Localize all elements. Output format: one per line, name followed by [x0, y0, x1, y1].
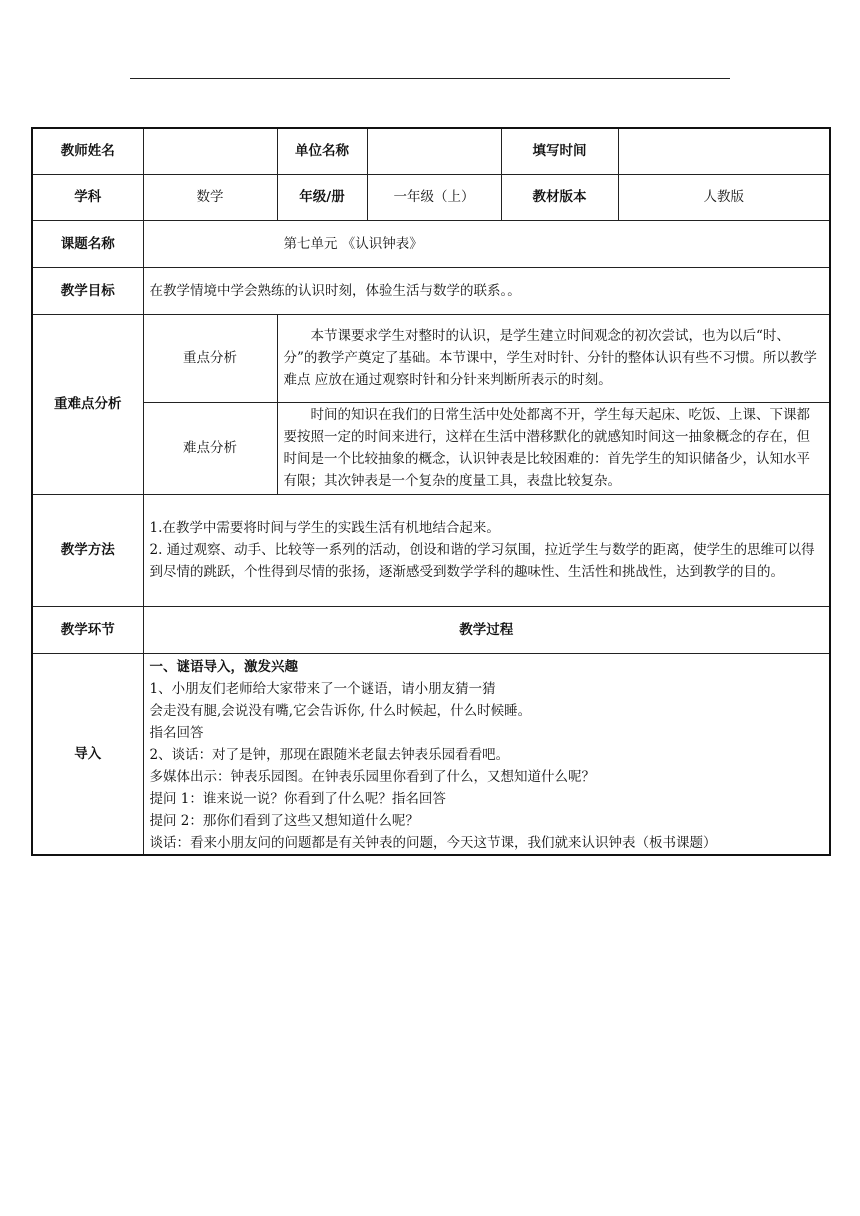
grade-label: 年级/册	[277, 174, 367, 220]
row-teaching-goal	[32, 267, 830, 314]
row-stage-header	[32, 606, 830, 653]
teaching-stage-label: 教学环节	[32, 606, 143, 653]
intro-line-1: 1、小朋友们老师给大家带来了一个谜语，请小朋友猜一猜	[149, 680, 496, 697]
row-intro	[32, 653, 830, 855]
lesson-title-value: 第七单元 《认识钟表》	[143, 220, 830, 267]
unit-name-value	[367, 128, 501, 174]
subject-label: 学科	[32, 174, 143, 220]
difficulty-text: 时间的知识在我们的日常生活中处处都离不开，学生每天起床、吃饭、上课、下课都要按照一定的时间来进行，这样在生活中潜移默化的就感知时间这一抽象概念的存在，但时间是一个比较抽象的概念，认识钟表是比较困难的：首先学生的知识储备少，认知水平有限；其次钟表是一个复杂的度量工具，表盘比较复杂。	[283, 407, 810, 489]
row-subject	[32, 174, 830, 220]
grade-value: 一年级（上）	[367, 174, 501, 220]
teaching-process-label: 教学过程	[143, 606, 830, 653]
method-item-1: 1.在教学中需要将时间与学生的实践生活有机地结合起来。	[149, 520, 500, 536]
lesson-plan-table	[31, 127, 831, 856]
intro-line-3: 指名回答	[149, 724, 204, 741]
row-teaching-method	[32, 494, 830, 606]
intro-line-6: 提问 1：谁来说一说？你看到了什么呢？指名回答	[149, 790, 446, 807]
row-lesson-title	[32, 220, 830, 267]
intro-line-4: 2、谈话：对了是钟，那现在跟随米老鼠去钟表乐园看看吧。	[149, 746, 510, 763]
difficulty-sub-label: 难点分析	[143, 402, 277, 494]
intro-label: 导入	[32, 653, 143, 855]
method-item-2: 2. 通过观察、动手、比较等一系列的活动，创设和谐的学习氛围，拉近学生与数学的距离，使学生的思维可以得到尽情的跳跃，个性得到尽情的张扬，逐渐感受到数学学科的趣味性、生活性和挑战性，达到教学的目的。	[149, 542, 815, 580]
key-point-sub-label: 重点分析	[143, 314, 277, 402]
fill-time-value	[618, 128, 830, 174]
intro-heading: 一、谜语导入，激发兴趣	[149, 658, 298, 675]
intro-line-5: 多媒体出示：钟表乐园图。在钟表乐园里你看到了什么，又想知道什么呢？	[149, 768, 595, 785]
unit-name-label: 单位名称	[277, 128, 367, 174]
teacher-name-value	[143, 128, 277, 174]
teacher-name-label: 教师姓名	[32, 128, 143, 174]
header-rule	[130, 78, 730, 79]
fill-time-label: 填写时间	[501, 128, 618, 174]
teaching-goal-label: 教学目标	[32, 267, 143, 314]
textbook-version-label: 教材版本	[501, 174, 618, 220]
textbook-version-value: 人教版	[618, 174, 830, 220]
subject-value: 数学	[143, 174, 277, 220]
key-difficulty-label: 重难点分析	[32, 314, 143, 494]
lesson-title-label: 课题名称	[32, 220, 143, 267]
row-key-point	[32, 314, 830, 402]
teaching-method-label: 教学方法	[32, 494, 143, 606]
key-point-text: 本节课要求学生对整时的认识，是学生建立时间观念的初次尝试，也为以后“时、分”的教学产奠定了基础。本节课中，学生对时针、分针的整体认识有些不习惯。所以教学难点 应放在通过观察时针和分针来判断所表示的时刻。	[283, 328, 817, 388]
teaching-goal-value: 在教学情境中学会熟练的认识时刻，体验生活与数学的联系。。	[143, 267, 830, 314]
intro-line-8: 谈话：看来小朋友问的问题都是有关钟表的问题，今天这节课，我们就来认识钟表（板书课题）	[149, 834, 717, 851]
row-difficulty	[32, 402, 830, 494]
intro-line-7: 提问 2：那你们看到了这些又想知道什么呢？	[149, 812, 419, 829]
intro-line-2: 会走没有腿,会说没有嘴,它会告诉你, 什么时候起，什么时候睡。	[149, 702, 532, 719]
row-teacher	[32, 128, 830, 174]
